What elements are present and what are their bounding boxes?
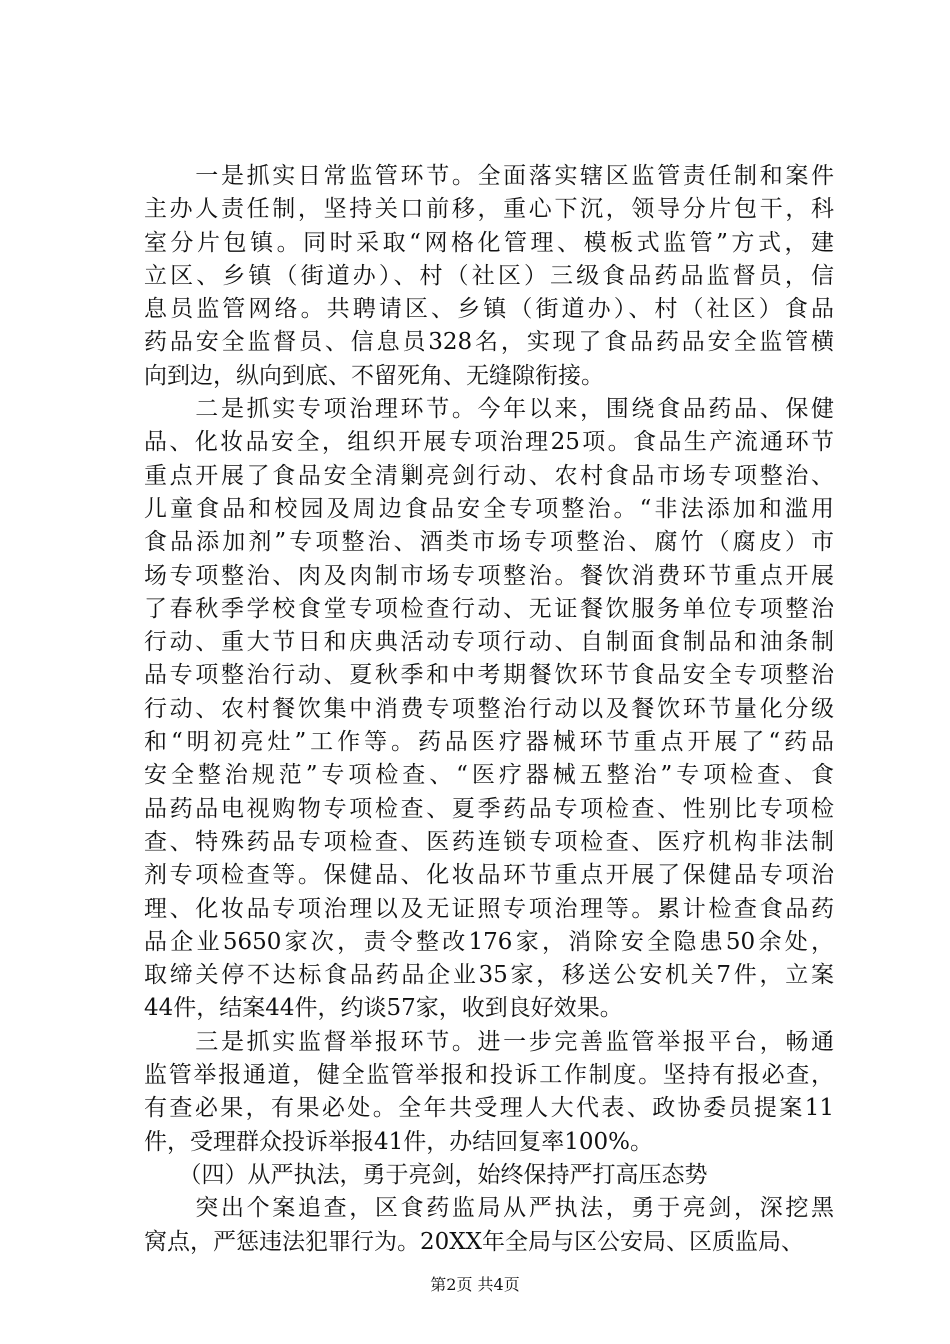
body-text	[144, 160, 834, 1259]
text-line: 二是抓实专项治理环节。今年以来，围绕食品药品、保健	[144, 396, 834, 423]
text-line: 品专项整治行动、夏秋季和中考期餐饮环节食品安全专项整治	[144, 662, 834, 689]
page-footer: 第2页 共4页	[430, 1275, 520, 1294]
text-line: 查、特殊药品专项检查、医药连锁专项检查、医疗机构非法制	[144, 828, 834, 855]
text-line: 场专项整治、肉及肉制市场专项整治。餐饮消费环节重点开展	[144, 562, 834, 589]
text-line: 品企业5650家次，责令整改176家，消除安全隐患50余处，	[144, 928, 834, 955]
text-line: 儿童食品和校园及周边食品安全专项整治。“非法添加和滥用	[144, 495, 834, 522]
text-line: 药品安全监督员、信息员328名，实现了食品药品安全监管横	[144, 329, 834, 356]
text-line: 息员监管网络。共聘请区、乡镇（街道办）、村（社区）食品	[144, 296, 834, 323]
text-line: 主办人责任制，坚持关口前移，重心下沉，领导分片包干，科	[144, 196, 834, 223]
text-line: 室分片包镇。同时采取“网格化管理、模板式监管”方式，建	[144, 229, 834, 256]
text-line: 行动、重大节日和庆典活动专项行动、自制面食制品和油条制	[144, 629, 834, 656]
text-line: 了春秋季学校食堂专项检查行动、无证餐饮服务单位专项整治	[144, 595, 834, 622]
text-line: 重点开展了食品安全清剿亮剑行动、农村食品市场专项整治、	[144, 462, 834, 489]
text-line: 品药品电视购物专项检查、夏季药品专项检查、性别比专项检	[144, 795, 834, 822]
text-line: 向到边，纵向到底、不留死角、无缝隙衔接。	[144, 362, 604, 389]
text-line: 突出个案追查，区食药监局从严执法，勇于亮剑，深挖黑	[144, 1195, 834, 1222]
text-line: 44件，结案44件，约谈57家，收到良好效果。	[144, 995, 623, 1022]
text-line: 窝点，严惩违法犯罪行为。20XX年全局与区公安局、区质监局、	[144, 1228, 805, 1255]
text-line: 食品添加剂”专项整治、酒类市场专项整治、腐竹（腐皮）市	[144, 529, 834, 556]
text-line: 行动、农村餐饮集中消费专项整治行动以及餐饮环节量化分级	[144, 695, 834, 722]
text-line: 理、化妆品专项治理以及无证照专项治理等。累计检查食品药	[144, 895, 834, 922]
text-line: 安全整治规范”专项检查、“医疗器械五整治”专项检查、食	[144, 762, 834, 789]
text-line: 有查必果，有果必处。全年共受理人大代表、政协委员提案11	[144, 1095, 834, 1122]
text-line: 一是抓实日常监管环节。全面落实辖区监管责任制和案件	[144, 163, 834, 189]
text-line: 剂专项检查等。保健品、化妆品环节重点开展了保健品专项治	[144, 862, 834, 889]
text-line: 和“明初亮灶”工作等。药品医疗器械环节重点开展了“药品	[144, 729, 834, 756]
text-line: 件，受理群众投诉举报41件，办结回复率100%。	[144, 1128, 654, 1155]
text-line: 取缔关停不达标食品药品企业35家，移送公安机关7件，立案	[144, 962, 834, 989]
text-line: 品、化妆品安全，组织开展专项治理25项。食品生产流通环节	[144, 429, 834, 456]
text-line: 三是抓实监督举报环节。进一步完善监管举报平台，畅通	[144, 1028, 834, 1055]
text-line: （四）从严执法，勇于亮剑，始终保持严打高压态势	[144, 1161, 708, 1188]
text-line: 立区、乡镇（街道办）、村（社区）三级食品药品监督员，信	[144, 262, 834, 289]
text-line: 监管举报通道，健全监管举报和投诉工作制度。坚持有报必查，	[144, 1062, 834, 1089]
